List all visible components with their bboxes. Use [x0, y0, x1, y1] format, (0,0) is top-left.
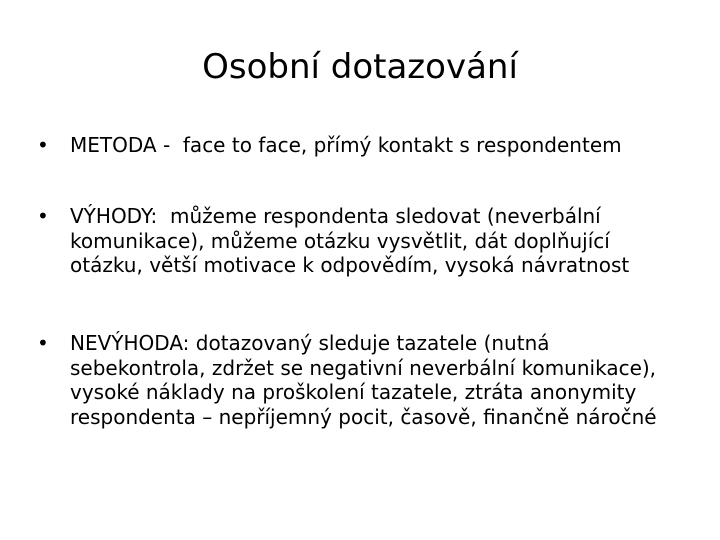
slide-title: Osobní dotazování	[202, 47, 518, 87]
bullet-term: NEVÝHODA	[70, 331, 183, 355]
bullet-dot: •	[37, 204, 49, 228]
bullet-separator: :	[150, 204, 170, 228]
bullet-body: dotazovaný sleduje tazatele (nutná sebekontrola, zdržet se negativní neverbální komunikace), vysoké náklady na proškolení tazatele, ztráta anonymity respondenta – nepříjemný pocit, časově, finančně náročné	[70, 331, 657, 429]
bullet-term: METODA	[70, 133, 157, 157]
bullet-body: můžeme respondenta sledovat (neverbální komunikace), můžeme otázku vysvětlit, dát doplňující otázku, větší motivace k odpovědím, vysoká návratnost	[70, 204, 630, 277]
bullet-dot: •	[37, 331, 49, 355]
bullet-body: face to face, přímý kontakt s respondentem	[182, 133, 622, 157]
bullet-item-metoda	[37, 133, 687, 158]
bullet-dot: •	[37, 133, 49, 157]
bullet-separator: :	[182, 331, 196, 355]
bullet-text	[70, 133, 687, 158]
bullet-text	[70, 204, 687, 278]
bullet-term: VÝHODY	[70, 204, 151, 228]
bullet-item-nevyhoda	[37, 331, 687, 429]
bullet-separator: -	[156, 133, 183, 157]
bullet-item-vyhody	[37, 204, 687, 278]
bullet-text	[70, 331, 687, 429]
